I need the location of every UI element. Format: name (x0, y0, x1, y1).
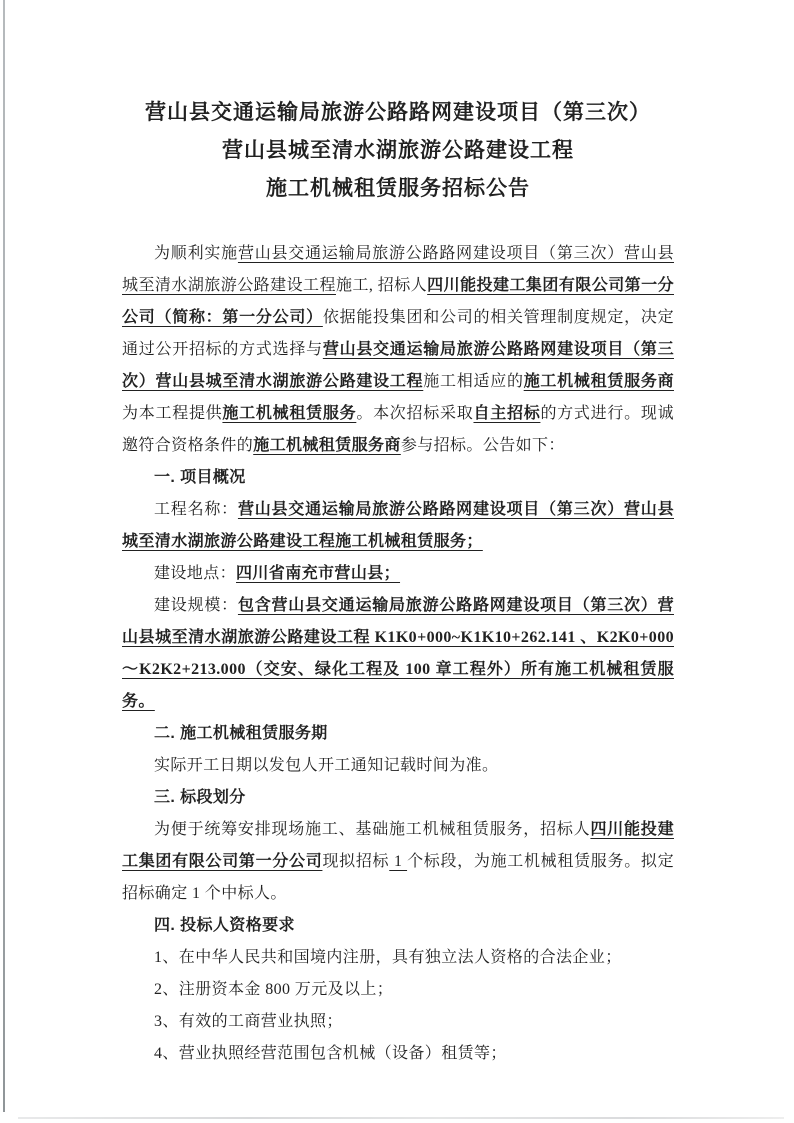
text-run: 为顺利实施 (154, 245, 238, 262)
paragraph (122, 814, 674, 910)
text-run: 建设规模： (154, 597, 238, 614)
text-run: 营山县交通运输局旅游公路路网建设项目（第三次）营山县城至清水湖旅游公路建设工程 (122, 341, 674, 390)
text-run: 。本次招标采取 (356, 405, 474, 422)
text-run: 施工, 招标人 (335, 277, 428, 294)
title-line-1: 营山县交通运输局旅游公路路网建设项目（第三次） (145, 101, 651, 124)
list-item (122, 1038, 674, 1070)
text-run: 1、在中华人民共和国境内注册，具有独立法人资格的合法企业； (154, 949, 622, 966)
text-run: 参与招标。公告如下： (400, 437, 565, 454)
text-run: 的方式进行。现诚邀符合资格条件的 (122, 405, 674, 454)
document-content (122, 94, 674, 1070)
document-title (122, 94, 674, 208)
title-line-2: 营山县城至清水湖旅游公路建设工程 (222, 139, 574, 162)
text-run: 施工机械租赁服务商 (523, 373, 674, 390)
paragraph (122, 238, 674, 462)
text-run: 一. 项目概况 (154, 469, 246, 486)
text-run: 四川省南充市营山县； (236, 565, 401, 582)
text-run: 依据能投集团和公司的相关管理制度规定，决定通过公开招标的方式选择与 (122, 309, 674, 358)
text-run: 施工机械租赁服务 (222, 405, 357, 422)
text-run: 施工相适应的 (423, 373, 524, 390)
text-run: 个标段，为施工机械租赁服务。拟定招标确定 1 个中标人。 (122, 853, 674, 902)
paragraph (122, 494, 674, 558)
text-run: 施工机械租赁服务商 (253, 437, 401, 454)
list-item (122, 974, 674, 1006)
text-run: 实际开工日期以发包人开工通知记载时间为准。 (154, 757, 499, 774)
text-run: 工程名称： (154, 501, 238, 518)
text-run: 包含营山县交通运输局旅游公路路网建设项目（第三次）营山县城至清水湖旅游公路建设工程 K1K0+000~K1K10+262.141 、K2K0+000～K2K2+213.000（交安、绿化工程及 100 章工程外）所有施工机械租赁服务。 (122, 597, 674, 710)
text-run: 为便于统筹安排现场施工、基础施工机械租赁服务，招标人 (154, 821, 591, 838)
section-heading (122, 910, 674, 942)
paragraph (122, 558, 674, 590)
text-run: 四. 投标人资格要求 (154, 917, 295, 934)
list-item (122, 942, 674, 974)
text-run: 自主招标 (473, 405, 541, 422)
title-line-3: 施工机械租赁服务招标公告 (266, 177, 530, 200)
text-run: 1 (389, 853, 408, 870)
text-run: 4、营业执照经营范围包含机械（设备）租赁等； (154, 1045, 507, 1062)
text-run: 营山县交通运输局旅游公路路网建设项目（第三次）营山县城至清水湖旅游公路建设工程施工机械租赁服务； (122, 501, 674, 550)
paragraph (122, 750, 674, 782)
section-heading (122, 462, 674, 494)
section-heading (122, 782, 674, 814)
document-body (122, 238, 674, 1070)
text-run: 3、有效的工商营业执照； (154, 1013, 343, 1030)
text-run: 三. 标段划分 (154, 789, 246, 806)
text-run: 为本工程提供 (122, 405, 223, 422)
text-run: 2、注册资本金 800 万元及以上； (154, 981, 394, 998)
text-run: 四川能投建工集团有限公司第一分公司 (122, 821, 674, 870)
text-run: 四川能投建工集团有限公司第一分公司（简称：第一分公司） (122, 277, 674, 326)
text-run: 营山县交通运输局旅游公路路网建设项目（第三次）营山县城至清水湖旅游公路建设工程 (122, 245, 674, 294)
text-run: 二. 施工机械租赁服务期 (154, 725, 328, 742)
scan-edge-left-line (3, 0, 5, 1112)
text-run: 现拟招标 (322, 853, 390, 870)
text-run: 建设地点： (154, 565, 237, 582)
list-item (122, 1006, 674, 1038)
scan-edge-bottom-line (18, 1117, 784, 1119)
paragraph (122, 590, 674, 718)
section-heading (122, 718, 674, 750)
